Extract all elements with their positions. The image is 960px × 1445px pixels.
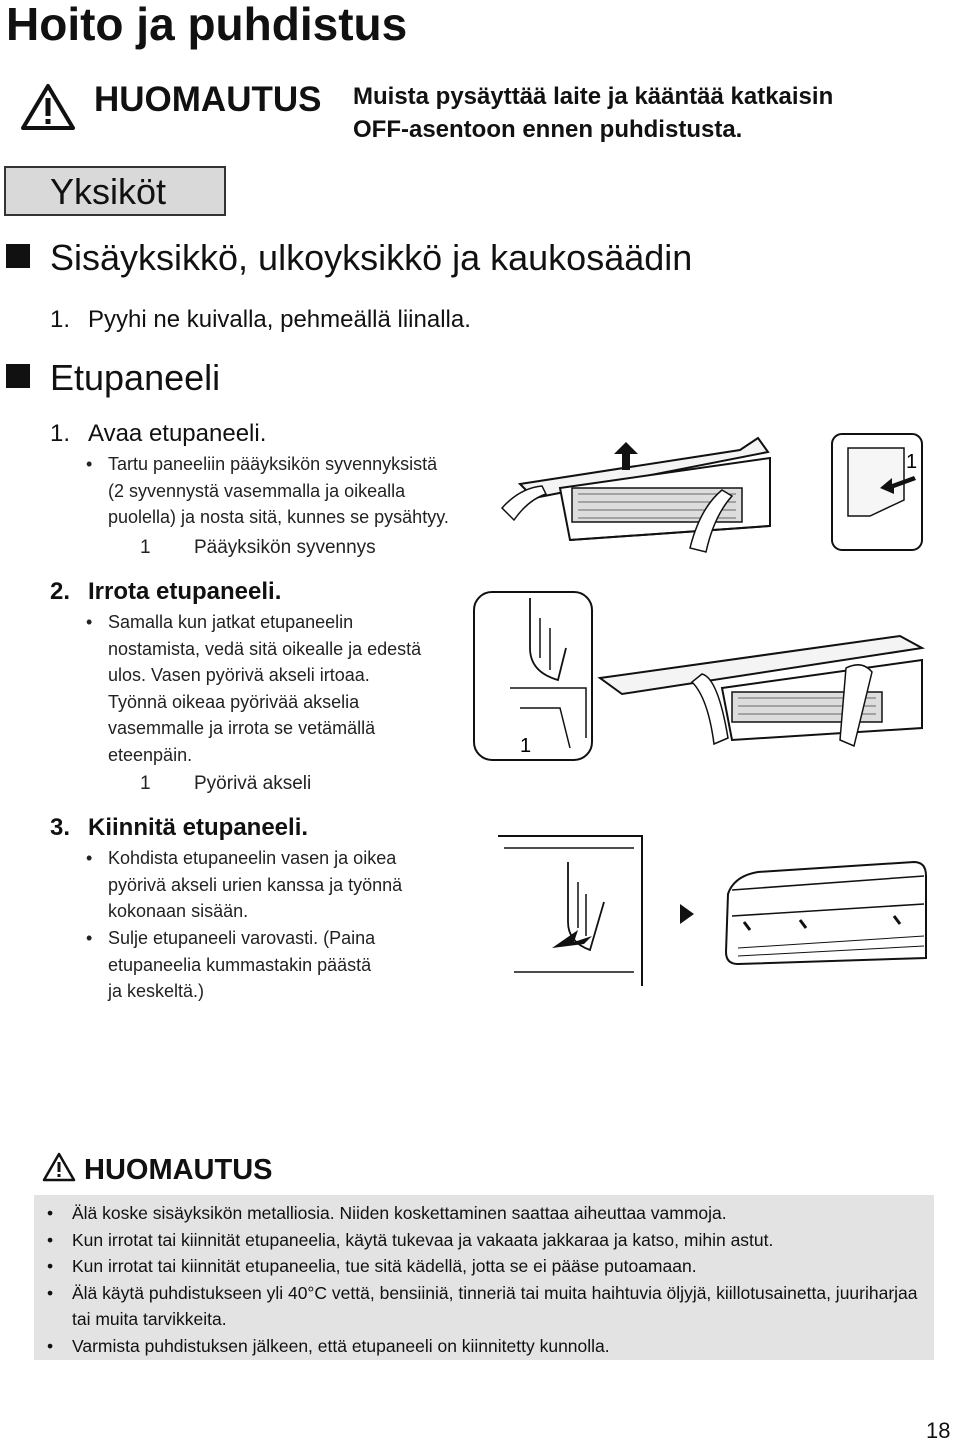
step-1: 1. Avaa etupaneeli. [50, 420, 267, 447]
page-number: 18 [926, 1418, 951, 1443]
callout-2: 1 [520, 735, 532, 757]
caution-text: Muista pysäyttää laite ja kääntää katkaisin OFF-asentoon ennen puhdistusta. [353, 83, 834, 143]
section-label-box [4, 166, 226, 216]
step-2-bullet: • Samalla kun jatkat etupaneelin nostamista, vedä sitä oikealle ja edestä ulos. Vasen pyörivä akseli irtoaa. Työnnä oikeaa pyörivää akselia vasemmalle ja irrota se vetämällä eteenpäin. [86, 612, 422, 765]
step-2: 2. Irrota etupaneeli. [50, 578, 282, 605]
step-1-legend: 1 Pääyksikön syvennys [140, 537, 376, 558]
list-item: • Varmista puhdistuksen jälkeen, että etupaneeli on kiinnitetty kunnolla. [47, 1335, 610, 1356]
warning-icon [20, 83, 76, 131]
callout-1: 1 [906, 451, 918, 473]
step-3: 3. Kiinnitä etupaneeli. [50, 814, 309, 841]
top-caution [20, 80, 900, 143]
step-3-bullet-1: • Kohdista etupaneelin vasen ja oikea pyörivä akseli urien kanssa ja työnnä kokonaan sisään. [86, 848, 403, 921]
list-item: • Älä käytä puhdistukseen yli 40°C vettä, bensiiniä, tinneriä tai muita haihtuvia öljyjä, kiillotusainetta, juuriharjaa tai muita tarvikkeita. [47, 1282, 918, 1329]
bottom-caution-box [34, 1195, 934, 1360]
list-item: • Kun irrotat tai kiinnität etupaneelia, tue sitä kädellä, jotta se ei pääse putoamaan. [47, 1256, 697, 1276]
units-step: 1. Pyyhi ne kuivalla, pehmeällä liinalla. [50, 306, 471, 333]
page-title: Hoito ja puhdistus [6, 0, 408, 50]
caution-label: HUOMAUTUS [94, 80, 322, 119]
list-item: • Älä koske sisäyksikön metalliosia. Niiden koskettaminen saattaa aiheuttaa vammoja. [47, 1203, 727, 1223]
list-item: • Kun irrotat tai kiinnität etupaneelia, käytä tukevaa ja vakaata jakkaraa ja katso, mihin astut. [47, 1229, 774, 1250]
figure-remove-panel [470, 588, 930, 766]
bottom-caution-heading [42, 1148, 442, 1192]
step-1-bullet: • Tartu paneeliin pääyksikön syvennyksistä (2 syvennystä vasemmalla ja oikealla puolella) ja nosta sitä, kunnes se pysähtyy. [86, 454, 449, 527]
step-3-bullet-2: • Sulje etupaneeli varovasti. (Paina etupaneelia kummastakin päästä ja keskeltä.) [86, 928, 376, 1001]
figure-open-panel [500, 428, 930, 558]
step-2-legend: 1 Pyörivä akseli [140, 773, 312, 794]
figure-attach-panel [494, 832, 934, 992]
square-bullet-icon [6, 244, 30, 268]
warning-icon [42, 1152, 76, 1182]
section-label: Yksiköt [50, 171, 167, 212]
caution-label: HUOMAUTUS [84, 1154, 273, 1186]
square-bullet-icon [6, 364, 30, 388]
